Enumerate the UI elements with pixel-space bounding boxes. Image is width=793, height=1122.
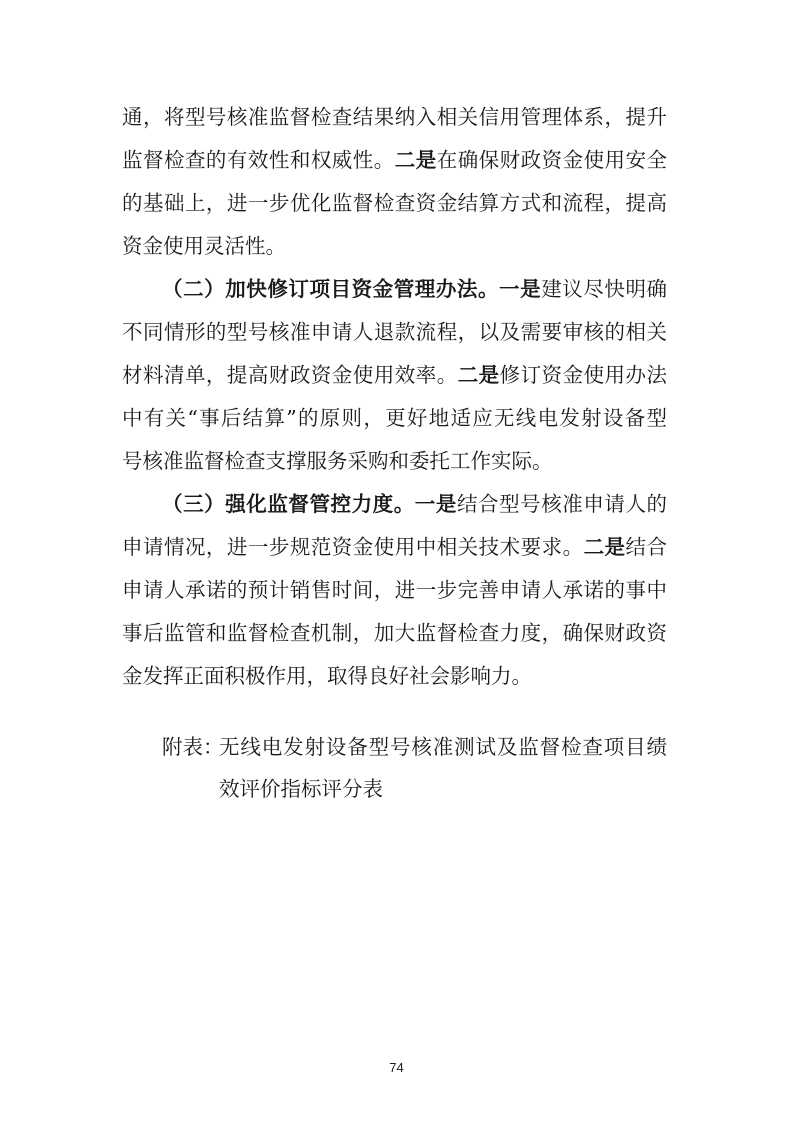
paragraph-2-line-3 [122,361,667,389]
text: 监督检查的有效性和权威性。 [122,148,395,172]
section-heading: （三）强化监督管控力度。 [162,492,415,516]
emphasis-second: 二是 [583,535,626,559]
text: 通，将型号核准监督检查结果纳入相关信用管理体系，提升 [122,105,667,129]
emphasis-second: 二是 [457,363,500,387]
text: 号核准监督检查支撑服务采购和委托工作实际。 [122,449,553,473]
section-heading: （二）加快修订项目资金管理办法。 [162,277,500,301]
paragraph-1-line-2 [122,146,667,174]
paragraph-3-line-3 [122,576,667,604]
text: 不同情形的型号核准申请人退款流程，以及需要审核的相关 [122,320,667,344]
text: 建议尽快明确 [541,277,668,301]
emphasis-first: 一是 [499,277,542,301]
text: 申请人承诺的预计销售时间，进一步完善申请人承诺的事中 [122,578,667,602]
paragraph-3-line-4 [122,619,667,647]
text: 金发挥正面积极作用，取得良好社会影响力。 [122,664,532,688]
paragraph-3-line-5 [122,662,667,690]
emphasis-second: 二是 [394,148,437,172]
emphasis-first: 一是 [414,492,457,516]
paragraph-1-line-3 [122,189,667,217]
paragraph-1-line-1 [122,103,667,131]
attachment-title-line-1: 无线电发射设备型号核准测试及监督检查项目绩 [219,735,667,759]
text: 资金使用灵活性。 [122,234,286,258]
paragraph-3-line-2 [122,533,667,561]
attachment-title-line-2: 效评价指标评分表 [219,777,383,801]
paragraph-2-line-4 [122,404,667,432]
paragraph-2-line-1 [162,275,667,303]
paragraph-1-line-4 [122,232,667,260]
text: 的基础上，进一步优化监督检查资金结算方式和流程，提高 [122,191,667,215]
text: 申请情况，进一步规范资金使用中相关技术要求。 [122,535,584,559]
text: 结合 [625,535,668,559]
paragraph-3-line-1 [162,490,667,518]
text: 材料清单，提高财政资金使用效率。 [122,363,458,387]
paragraph-2-line-5 [122,447,667,475]
text: 结合型号核准申请人的 [456,492,668,516]
text: 事后监管和监督检查机制，加大监督检查力度，确保财政资 [122,621,667,645]
text: 在确保财政资金使用安全 [436,148,668,172]
text: 中有关“事后结算”的原则，更好地适应无线电发射设备型 [122,406,667,430]
paragraph-2-line-2 [122,318,667,346]
attachment-label: 附表： [162,735,224,759]
page-number: 74 [389,1060,404,1075]
text: 修订资金使用办法 [499,363,668,387]
